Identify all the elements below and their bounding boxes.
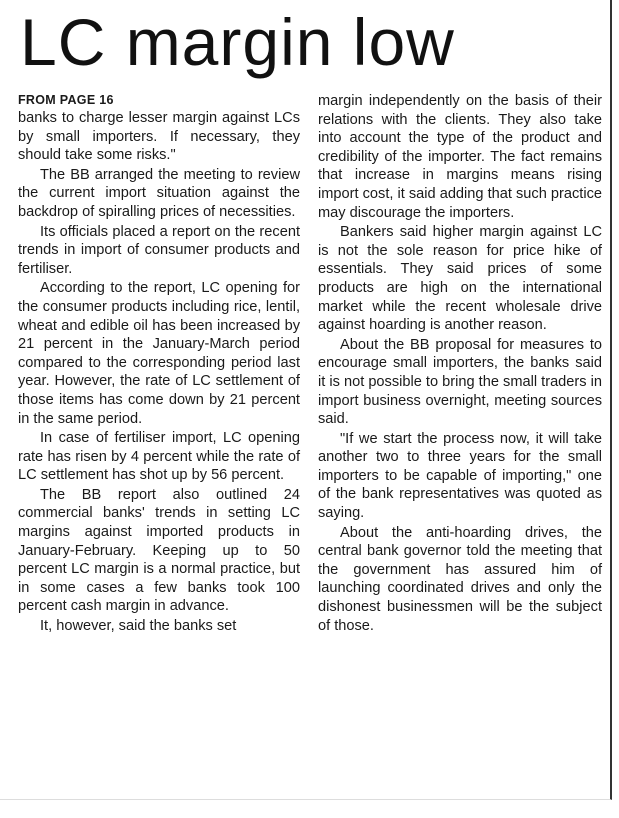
paragraph: "If we start the process now, it will take another two to three years for the small importers to be capable of importing," one of the bank representatives was quoted as saying. [318, 430, 602, 522]
dateline: FROM PAGE 16 [18, 93, 114, 107]
headline: LC margin low [20, 5, 455, 79]
paragraph: Bankers said higher margin against LC is not the sole reason for price hike of essentials. They said prices of some products are high on the international market while the recent wholesale drive against hoarding is another reason. [318, 224, 602, 334]
paragraph: Its officials placed a report on the recent trends in import of consumer products and fertiliser. [18, 223, 300, 277]
paragraph: In case of fertiliser import, LC opening rate has risen by 4 percent while the rate of LC settlement has shot up by 56 percent. [18, 430, 300, 484]
paragraph: margin independently on the basis of their relations with the clients. They also take into account the type of the product and credibility of the importer. The fact remains that increase in margins means rising import cost, it said adding that such practice may discourage the importers. [318, 93, 602, 221]
paragraph: It, however, said the banks set [40, 618, 237, 635]
paragraph: About the BB proposal for measures to encourage small importers, the banks said it is not possible to bring the small traders in import business overnight, meeting sources said. [318, 336, 602, 428]
left-column [18, 92, 300, 637]
right-column [318, 92, 602, 636]
paragraph: The BB report also outlined 24 commercial banks' trends in setting LC margins against imported products in January-February. Keeping up to 50 percent LC margin is a normal practice, but in some cases a few banks took 100 percent cash margin in advance. [18, 486, 300, 615]
paragraph: About the anti-hoarding drives, the central bank governor told the meeting that the government has assured him of launching coordinated drives and only the dishonest businessmen will be the subject of those. [318, 524, 602, 634]
paragraph: The BB arranged the meeting to review the current import situation against the backdrop of spiralling prices of necessities. [18, 166, 300, 220]
paragraph: banks to charge lesser margin against LCs by small importers. If necessary, they should take some risks." [18, 110, 300, 164]
paragraph: According to the report, LC opening for the consumer products including rice, lentil, wheat and edible oil has been increased by 21 percent in the January-March period compared to the corresponding period last year. However, the rate of LC settlement of those items has come down by 21 percent in the same period. [18, 280, 300, 427]
